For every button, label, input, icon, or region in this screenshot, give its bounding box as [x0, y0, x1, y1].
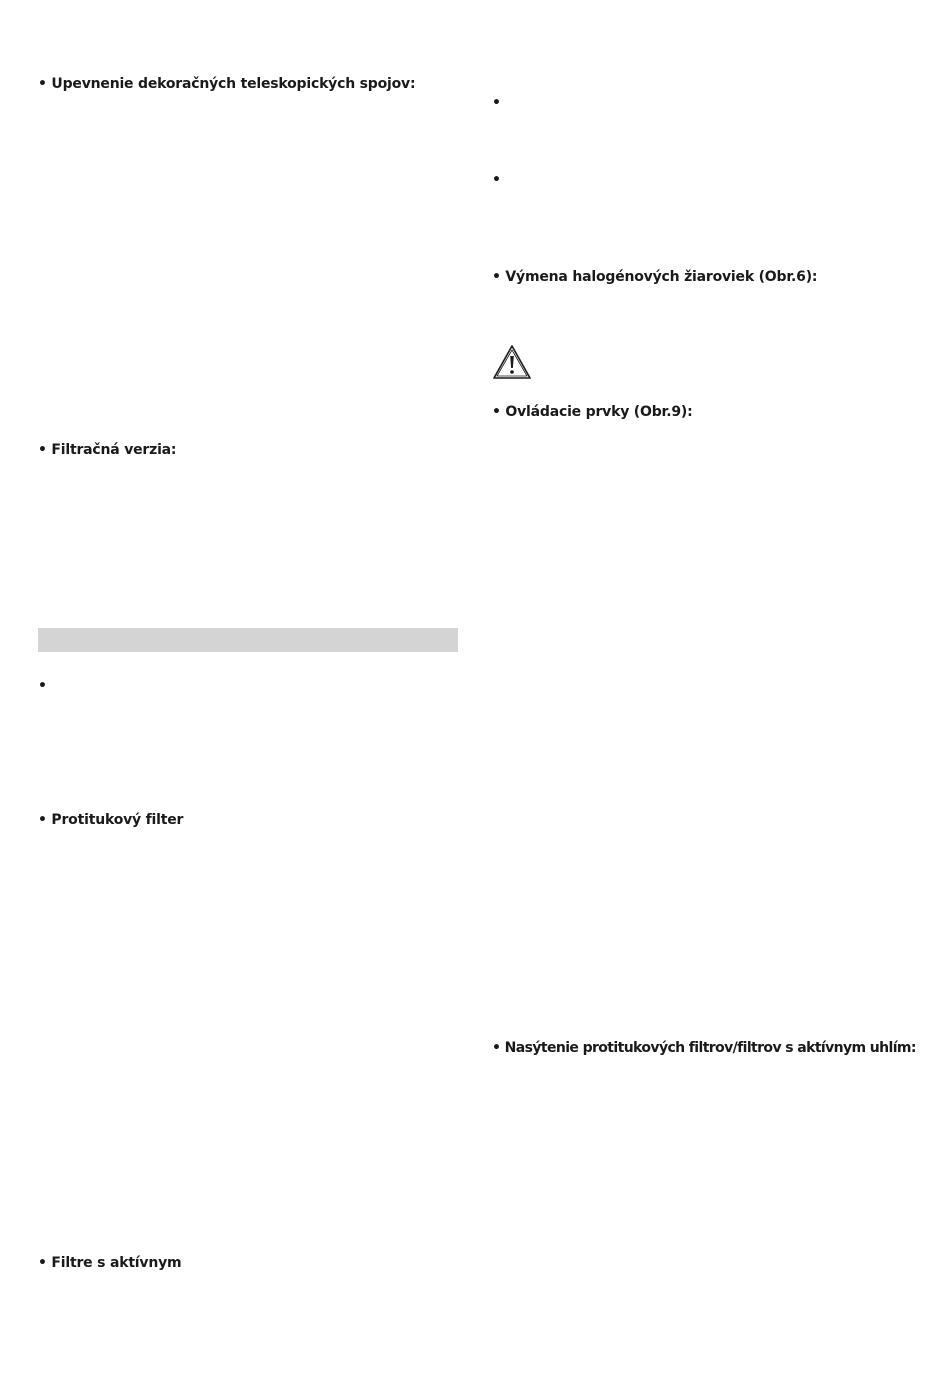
- bullet-point-right-2: •: [492, 172, 501, 188]
- bullet-point-right-1: •: [492, 95, 501, 111]
- heading-upevnenie-spojov: • Upevnenie dekoračných teleskopických spojov:: [38, 76, 416, 92]
- warning-triangle-icon: [492, 344, 532, 380]
- section-header-band: [38, 628, 458, 652]
- heading-protitukovy-filter: • Protitukový filter: [38, 812, 184, 828]
- bullet-point-left: •: [38, 678, 47, 694]
- heading-filtracna-verzia: • Filtračná verzia:: [38, 442, 177, 458]
- heading-filtre-aktivnym: • Filtre s aktívnym: [38, 1255, 182, 1271]
- heading-ovladacie-prvky: • Ovládacie prvky (Obr.9):: [492, 404, 693, 420]
- heading-nasytenie-filtrov: • Nasýtenie protitukových filtrov/filtrov s aktívnym uhlím:: [492, 1040, 916, 1056]
- heading-vymena-ziaroviek: • Výmena halogénových žiaroviek (Obr.6):: [492, 269, 818, 285]
